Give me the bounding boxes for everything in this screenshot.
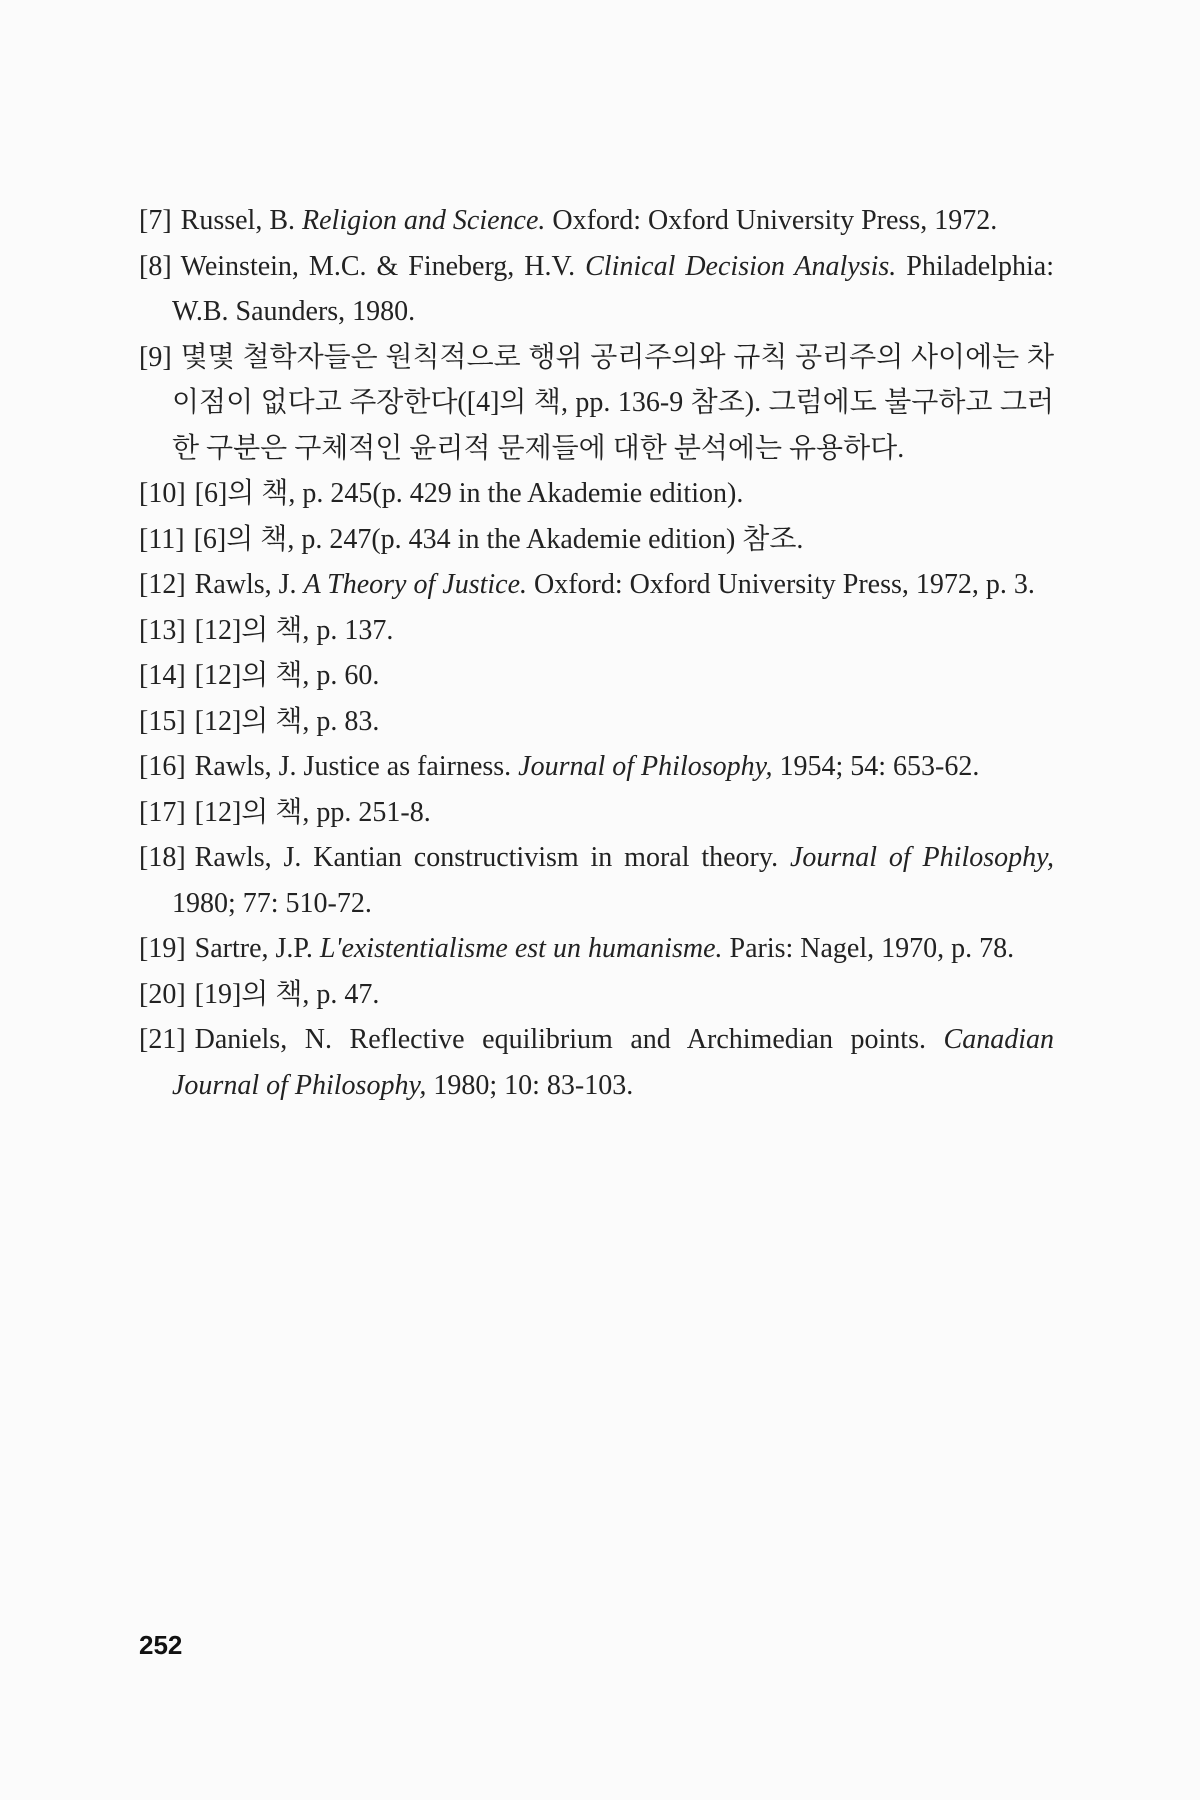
reference-text: 1980; 10: 83-103. (426, 1069, 634, 1101)
reference-number: [7] (139, 205, 172, 236)
reference-number: [17] (139, 796, 186, 828)
reference-title: Canadian Journal of Philosophy, (172, 1024, 1054, 1101)
reference-text: Sartre, J.P. (194, 933, 320, 964)
reference-number: [13] (139, 614, 186, 646)
reference-text: Philadelphia: W.B. Saunders, 1980. (172, 250, 1054, 327)
reference-item (139, 744, 1054, 790)
reference-number: [21] (139, 1024, 186, 1055)
reference-number: [16] (139, 751, 186, 782)
reference-item (139, 198, 1054, 244)
reference-item (139, 926, 1054, 972)
reference-item (139, 835, 1054, 926)
reference-item (139, 608, 1054, 654)
reference-number: [12] (139, 569, 186, 600)
reference-number: [19] (139, 933, 186, 964)
reference-number: [20] (139, 978, 186, 1010)
reference-text: Rawls, J. Kantian constructivism in moral theory. (194, 842, 790, 873)
reference-text: [12]의 책, p. 83. (194, 705, 380, 737)
reference-number: [14] (139, 660, 186, 691)
reference-text: [6]의 책, p. 245(p. 429 in the Akademie edition). (194, 478, 744, 509)
reference-title: A Theory of Justice. (303, 569, 528, 600)
reference-number: [9] (139, 341, 172, 373)
reference-text: Daniels, N. Reflective equilibrium and Archimedian points. (194, 1024, 944, 1055)
reference-item (139, 1017, 1054, 1108)
reference-title: Religion and Science. (302, 205, 546, 236)
reference-item (139, 244, 1054, 335)
reference-text: [12]의 책, pp. 251-8. (194, 796, 431, 828)
reference-text: Oxford: Oxford University Press, 1972. (545, 205, 998, 236)
reference-number: [10] (139, 478, 186, 509)
reference-text: [19]의 책, p. 47. (194, 978, 380, 1010)
reference-item (139, 972, 1054, 1018)
reference-text: Oxford: Oxford University Press, 1972, p. 3. (527, 569, 1035, 600)
reference-text: Rawls, J. (194, 569, 304, 600)
reference-item (139, 699, 1054, 745)
reference-text: [12]의 책, p. 60. (194, 660, 380, 691)
reference-number: [11] (139, 523, 185, 555)
reference-text: 몇몇 철학자들은 원칙적으로 행위 공리주의와 규칙 공리주의 사이에는 차이점이 없다고 주장한다([4]의 책, pp. 136-9 참조). 그럼에도 불구하고 그러한 구분은 구체적인 윤리적 문제들에 대한 분석에는 유용하다. (172, 341, 1054, 464)
reference-item (139, 790, 1054, 836)
reference-title: Clinical Decision Analysis. (585, 250, 897, 282)
reference-item (139, 653, 1054, 699)
page-number: 252 (139, 1630, 183, 1660)
reference-item (139, 335, 1054, 472)
reference-item (139, 471, 1054, 517)
reference-item (139, 562, 1054, 608)
reference-list (139, 198, 1054, 1108)
reference-number: [18] (139, 842, 186, 873)
reference-number: [8] (139, 250, 172, 282)
reference-text: Weinstein, M.C. & Fineberg, H.V. (180, 250, 586, 282)
reference-title: Journal of Philosophy, (789, 842, 1054, 873)
reference-title: Journal of Philosophy, (518, 751, 773, 782)
reference-number: [15] (139, 705, 186, 737)
reference-text: 1954; 54: 653-62. (772, 751, 980, 782)
reference-text: Paris: Nagel, 1970, p. 78. (722, 933, 1015, 964)
reference-title: L'existentialisme est un humanisme. (319, 933, 723, 964)
reference-text: Russel, B. (180, 205, 303, 236)
reference-item (139, 517, 1054, 563)
reference-text: [6]의 책, p. 247(p. 434 in the Akademie edition) 참조. (193, 523, 804, 555)
reference-text: Rawls, J. Justice as fairness. (194, 751, 519, 782)
reference-text: [12]의 책, p. 137. (194, 614, 394, 646)
reference-text: 1980; 77: 510-72. (172, 887, 372, 919)
